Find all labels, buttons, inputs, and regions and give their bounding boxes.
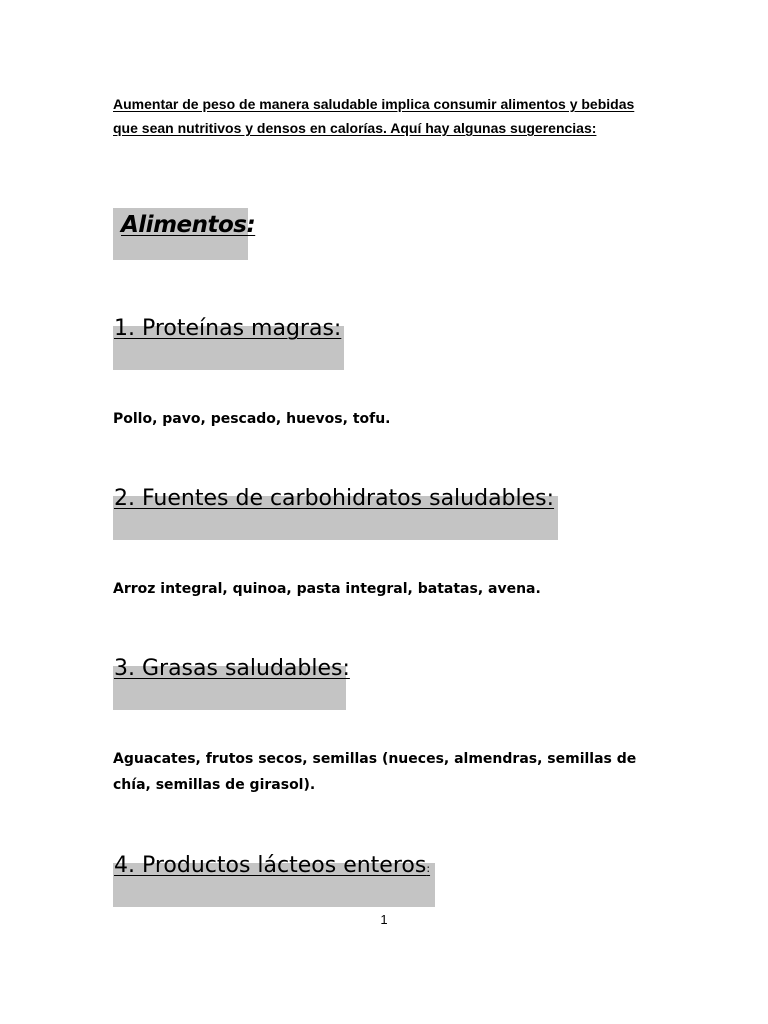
text-carbohidratos: Arroz integral, quinoa, pasta integral, batatas, avena. — [113, 581, 541, 597]
heading-lacteos-text: 4. Productos lácteos enteros — [114, 853, 427, 878]
heading-box-2 — [113, 486, 558, 540]
text-proteinas: Pollo, pavo, pescado, huevos, tofu. — [113, 411, 391, 427]
heading-carbohidratos: 2. Fuentes de carbohidratos saludables: — [114, 486, 555, 511]
intro-paragraph: Aumentar de peso de manera saludable implica consumir alimentos y bebidas que sean nutritivos y densos en calorías. Aquí hay algunas sugerencias: — [113, 96, 635, 136]
heading-proteinas: 1. Proteínas magras: — [114, 316, 342, 341]
heading-grasas: 3. Grasas saludables: — [114, 656, 350, 681]
heading-lacteos — [113, 853, 435, 882]
heading-box-3 — [113, 656, 350, 710]
section-title: Alimentos: — [121, 212, 256, 238]
text-grasas: Aguacates, frutos secos, semillas (nueces, almendras, semillas de chía, semillas de girasol). — [113, 751, 637, 793]
section-title-box — [113, 208, 256, 260]
heading-box-4 — [113, 853, 435, 907]
page-number: 1 — [380, 912, 388, 927]
heading-lacteos-colon: : — [426, 862, 431, 875]
heading-box-1 — [113, 316, 344, 370]
